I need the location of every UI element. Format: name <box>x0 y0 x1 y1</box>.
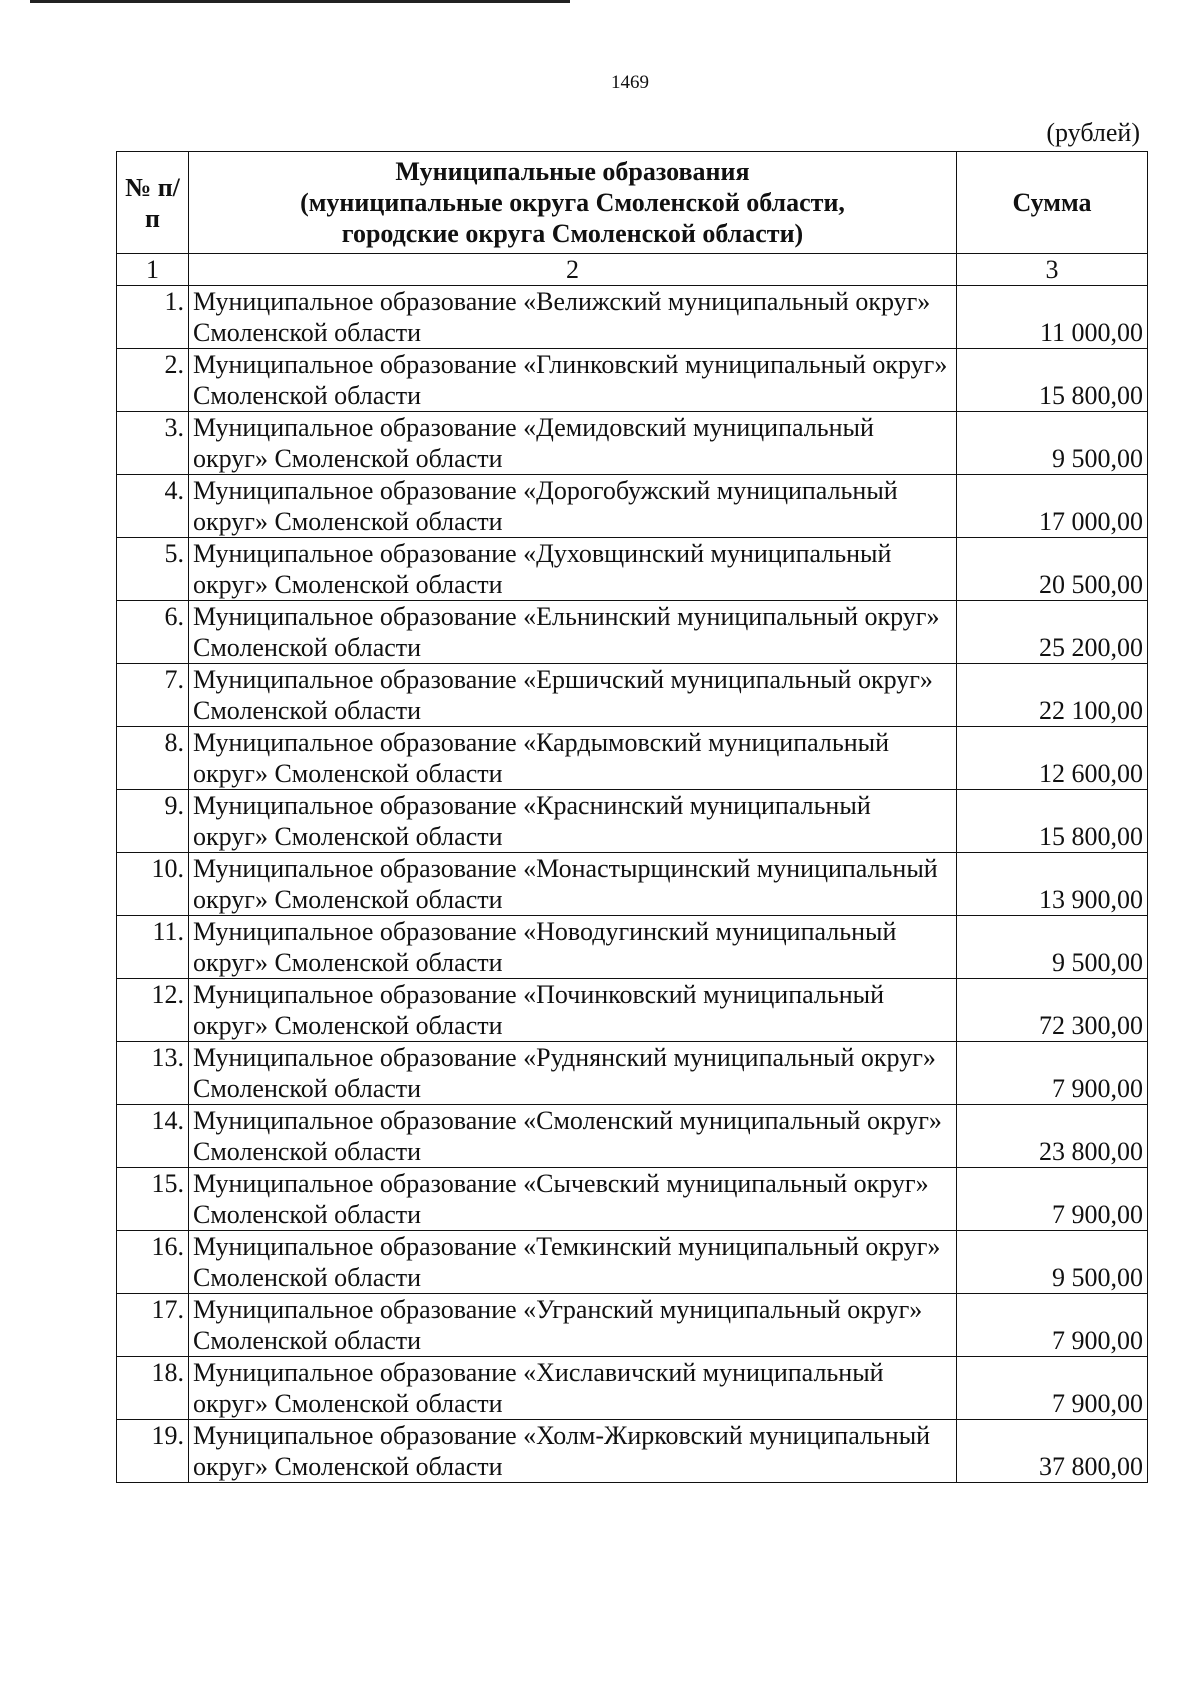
row-number: 10. <box>117 853 189 916</box>
row-municipality-name: Муниципальное образование «Демидовский муниципальный округ» Смоленской области <box>189 412 957 475</box>
row-municipality-name: Муниципальное образование «Угранский муниципальный округ» Смоленской области <box>189 1294 957 1357</box>
row-number: 2. <box>117 349 189 412</box>
row-sum: 17 000,00 <box>957 475 1148 538</box>
row-number: 11. <box>117 916 189 979</box>
row-number: 5. <box>117 538 189 601</box>
row-municipality-name: Муниципальное образование «Руднянский муниципальный округ» Смоленской области <box>189 1042 957 1105</box>
row-sum: 13 900,00 <box>957 853 1148 916</box>
header-sum <box>957 152 1148 254</box>
row-sum: 15 800,00 <box>957 790 1148 853</box>
table-row <box>117 475 1148 538</box>
table-row <box>117 979 1148 1042</box>
row-municipality-name: Муниципальное образование «Починковский муниципальный округ» Смоленской области <box>189 979 957 1042</box>
header-municipalities-line1: Муниципальные образования <box>395 157 750 186</box>
header-number-text: № п/п <box>125 172 180 233</box>
row-sum: 25 200,00 <box>957 601 1148 664</box>
row-sum: 12 600,00 <box>957 727 1148 790</box>
table-row <box>117 727 1148 790</box>
table-row <box>117 1231 1148 1294</box>
table-row <box>117 664 1148 727</box>
column-index-row <box>117 254 1148 286</box>
row-municipality-name: Муниципальное образование «Новодугинский муниципальный округ» Смоленской области <box>189 916 957 979</box>
header-municipalities-line2: (муниципальные округа Смоленской области, <box>300 188 845 217</box>
table-row <box>117 1042 1148 1105</box>
row-sum: 9 500,00 <box>957 916 1148 979</box>
row-sum: 20 500,00 <box>957 538 1148 601</box>
row-municipality-name: Муниципальное образование «Кардымовский муниципальный округ» Смоленской области <box>189 727 957 790</box>
row-sum: 23 800,00 <box>957 1105 1148 1168</box>
row-sum: 9 500,00 <box>957 1231 1148 1294</box>
header-municipalities-line3: городские округа Смоленской области) <box>341 219 804 248</box>
row-sum: 72 300,00 <box>957 979 1148 1042</box>
table-row <box>117 853 1148 916</box>
column-index-3: 3 <box>957 254 1148 286</box>
table-row <box>117 790 1148 853</box>
row-municipality-name: Муниципальное образование «Сычевский муниципальный округ» Смоленской области <box>189 1168 957 1231</box>
row-municipality-name: Муниципальное образование «Краснинский муниципальный округ» Смоленской области <box>189 790 957 853</box>
page-number: 1469 <box>611 72 649 93</box>
row-sum: 9 500,00 <box>957 412 1148 475</box>
row-sum: 11 000,00 <box>957 286 1148 349</box>
header-municipalities <box>189 152 957 254</box>
row-number: 12. <box>117 979 189 1042</box>
header-sum-text: Сумма <box>1012 188 1092 217</box>
row-sum: 22 100,00 <box>957 664 1148 727</box>
row-number: 9. <box>117 790 189 853</box>
scan-top-rule <box>30 0 570 3</box>
row-sum: 7 900,00 <box>957 1042 1148 1105</box>
row-municipality-name: Муниципальное образование «Хиславичский муниципальный округ» Смоленской области <box>189 1357 957 1420</box>
row-sum: 37 800,00 <box>957 1420 1148 1483</box>
row-number: 19. <box>117 1420 189 1483</box>
table-row <box>117 1420 1148 1483</box>
row-number: 4. <box>117 475 189 538</box>
row-municipality-name: Муниципальное образование «Монастырщинский муниципальный округ» Смоленской области <box>189 853 957 916</box>
table-row <box>117 1168 1148 1231</box>
row-municipality-name: Муниципальное образование «Дорогобужский муниципальный округ» Смоленской области <box>189 475 957 538</box>
header-number <box>117 152 189 254</box>
row-number: 1. <box>117 286 189 349</box>
table-row <box>117 412 1148 475</box>
row-municipality-name: Муниципальное образование «Холм-Жирковский муниципальный округ» Смоленской области <box>189 1420 957 1483</box>
row-sum: 7 900,00 <box>957 1294 1148 1357</box>
row-number: 14. <box>117 1105 189 1168</box>
row-municipality-name: Муниципальное образование «Ершичский муниципальный округ» Смоленской области <box>189 664 957 727</box>
row-number: 13. <box>117 1042 189 1105</box>
table-row <box>117 1357 1148 1420</box>
row-municipality-name: Муниципальное образование «Велижский муниципальный округ» Смоленской области <box>189 286 957 349</box>
row-municipality-name: Муниципальное образование «Смоленский муниципальный округ» Смоленской области <box>189 1105 957 1168</box>
table-row <box>117 601 1148 664</box>
row-municipality-name: Муниципальное образование «Темкинский муниципальный округ» Смоленской области <box>189 1231 957 1294</box>
row-municipality-name: Муниципальное образование «Духовщинский муниципальный округ» Смоленской области <box>189 538 957 601</box>
column-index-1: 1 <box>117 254 189 286</box>
row-number: 15. <box>117 1168 189 1231</box>
table-row <box>117 538 1148 601</box>
column-index-2: 2 <box>189 254 957 286</box>
table-row <box>117 286 1148 349</box>
row-number: 6. <box>117 601 189 664</box>
row-sum: 15 800,00 <box>957 349 1148 412</box>
table-row <box>117 349 1148 412</box>
table-row <box>117 1294 1148 1357</box>
row-number: 17. <box>117 1294 189 1357</box>
row-number: 7. <box>117 664 189 727</box>
table-row <box>117 1105 1148 1168</box>
row-number: 18. <box>117 1357 189 1420</box>
row-sum: 7 900,00 <box>957 1168 1148 1231</box>
row-number: 3. <box>117 412 189 475</box>
row-sum: 7 900,00 <box>957 1357 1148 1420</box>
allocation-table <box>116 151 1148 1483</box>
row-municipality-name: Муниципальное образование «Глинковский муниципальный округ» Смоленской области <box>189 349 957 412</box>
table-row <box>117 916 1148 979</box>
unit-label: (рублей) <box>1046 118 1140 147</box>
row-number: 16. <box>117 1231 189 1294</box>
table-header-row <box>117 152 1148 254</box>
row-municipality-name: Муниципальное образование «Ельнинский муниципальный округ» Смоленской области <box>189 601 957 664</box>
row-number: 8. <box>117 727 189 790</box>
